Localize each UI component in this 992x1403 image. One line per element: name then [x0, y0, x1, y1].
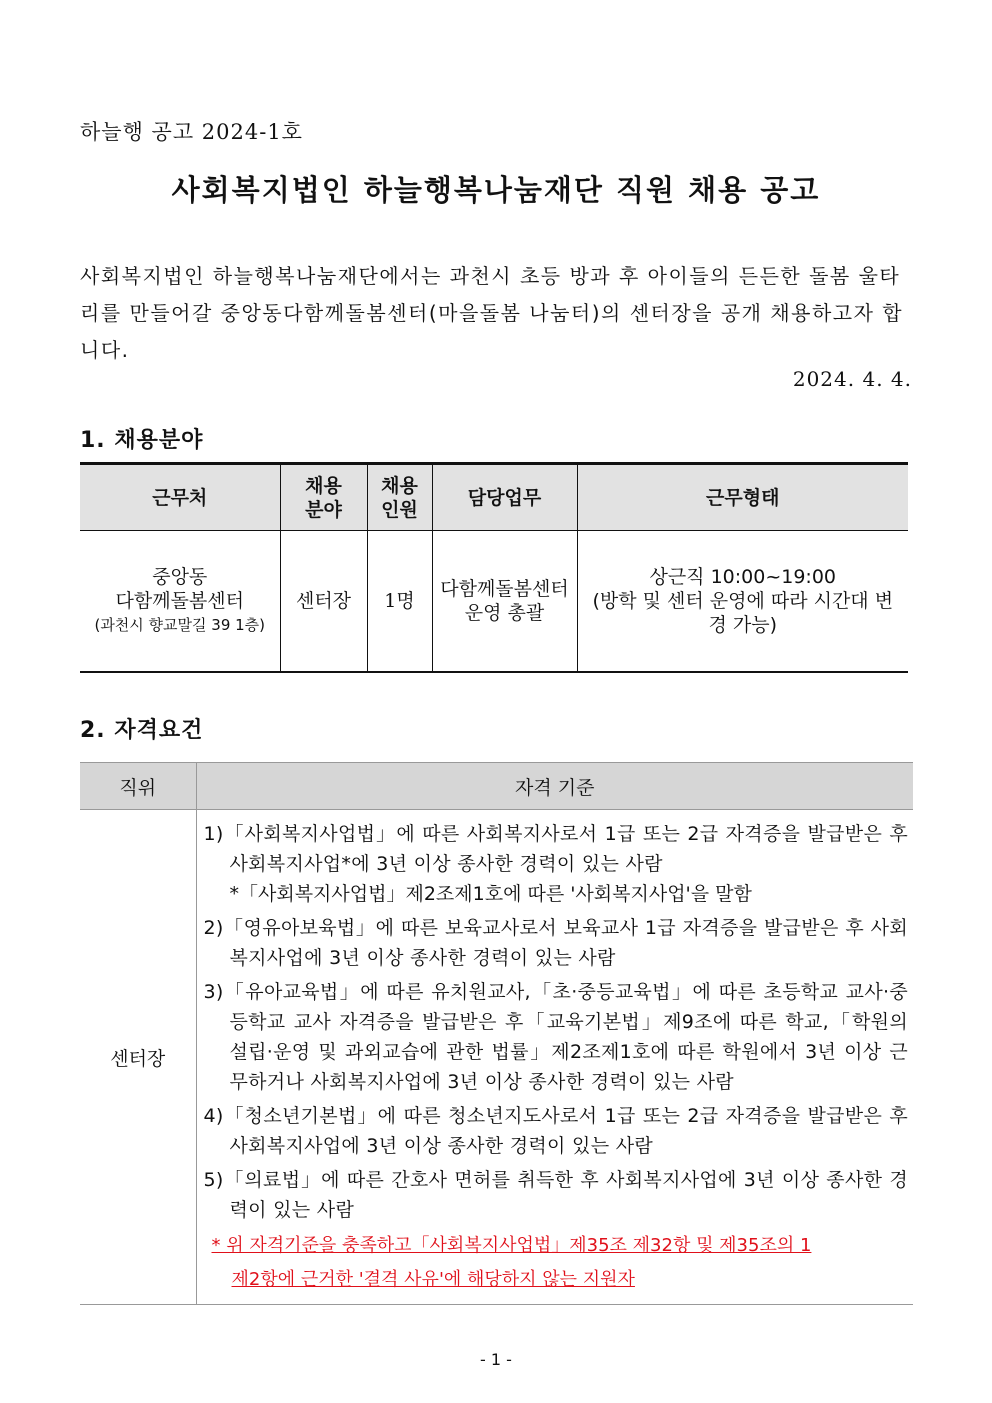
section-heading-qualifications: 2. 자격요건 — [80, 718, 204, 743]
col-field: 채용 분야 — [280, 464, 367, 531]
col-workplace: 근무처 — [80, 464, 280, 531]
document-title: 사회복지법인 하늘행복나눔재단 직원 채용 공고 — [171, 173, 821, 207]
qualification-item-3: 3)「유아교육법」에 따른 유치원교사,「초·중등교육법」에 따른 초등학교 교사·중등학교 교사 자격증을 발급받은 후「교육기본법」제9조에 따른 학교,「학원의 설립·운영 및 과외교습에 관한 법률」제2조제1호에 따른 학원에서 3년 이상 근무하거나 사회복지사업에 3년 이상 종사한 경력이 있는 사람 — [203, 981, 908, 1093]
qualifications-table — [80, 762, 913, 1305]
workplace-name-line1: 중앙동 — [152, 566, 208, 588]
col-work-type: 근무형태 — [577, 464, 908, 531]
work-type-note: (방학 및 센터 운영에 따라 시간대 변경 가능) — [592, 590, 894, 636]
cell-criteria — [196, 810, 913, 1305]
workplace-name-line2: 다함께돌봄센터 — [115, 590, 244, 612]
table-header-row — [80, 763, 913, 810]
cell-position: 센터장 — [80, 810, 196, 1305]
section-heading-recruitment-field: 1. 채용분야 — [80, 428, 204, 453]
col-headcount: 채용 인원 — [367, 464, 432, 531]
table-header-row — [80, 464, 908, 531]
document-date: 2024. 4. 4. — [792, 367, 912, 391]
work-type-hours: 상근직 10:00~19:00 — [649, 566, 837, 588]
disqualification-note — [204, 1229, 909, 1297]
page-number: - 1 - — [480, 1350, 512, 1369]
cell-field: 센터장 — [280, 531, 367, 673]
qualification-item-1: 1)「사회복지사업법」에 따른 사회복지사로서 1급 또는 2급 자격증을 발급받은 후 사회복지사업*에 3년 이상 종사한 경력이 있는 사람 — [203, 823, 908, 875]
col-duty: 담당업무 — [432, 464, 577, 531]
qualification-item-2: 2)「영유아보육법」에 따른 보육교사로서 보육교사 1급 자격증을 발급받은 후 사회복지사업에 3년 이상 종사한 경력이 있는 사람 — [203, 917, 908, 969]
col-position: 직위 — [80, 763, 196, 810]
notice-number: 하늘행 공고 2024-1호 — [80, 120, 303, 144]
cell-duty: 다함께돌봄센터 운영 총괄 — [432, 531, 577, 673]
cell-workplace — [80, 531, 280, 673]
workplace-address: (과천시 향교말길 39 1층) — [94, 616, 266, 634]
recruitment-field-table — [80, 462, 908, 673]
intro-paragraph: 사회복지법인 하늘행복나눔재단에서는 과천시 초등 방과 후 아이들의 든든한 돌봄 울타리를 만들어갈 중앙동다함께돌봄센터(마을돌봄 나눔터)의 센터장을 공개 채용하고자 합니다. — [80, 264, 904, 362]
cell-work-type — [577, 531, 908, 673]
col-criteria: 자격 기준 — [196, 763, 913, 810]
table-row — [80, 810, 913, 1305]
qualification-footnote: *「사회복지사업법」제2조제1호에 따른 '사회복지사업'을 말함 — [229, 883, 752, 905]
qualification-item-4: 4)「청소년기본법」에 따른 청소년지도사로서 1급 또는 2급 자격증을 발급받은 후 사회복지사업에 3년 이상 종사한 경력이 있는 사람 — [203, 1105, 908, 1157]
disqualification-note-line2: 제2항에 근거한 '결격 사유'에 해당하지 않는 지원자 — [231, 1269, 635, 1290]
qualification-item-5: 5)「의료법」에 따른 간호사 면허를 취득한 후 사회복지사업에 3년 이상 종사한 경력이 있는 사람 — [203, 1169, 908, 1221]
table-row — [80, 531, 908, 673]
cell-headcount: 1명 — [367, 531, 432, 673]
disqualification-note-line1: * 위 자격기준을 충족하고「사회복지사업법」제35조 제32항 및 제35조의 1 — [211, 1235, 812, 1256]
